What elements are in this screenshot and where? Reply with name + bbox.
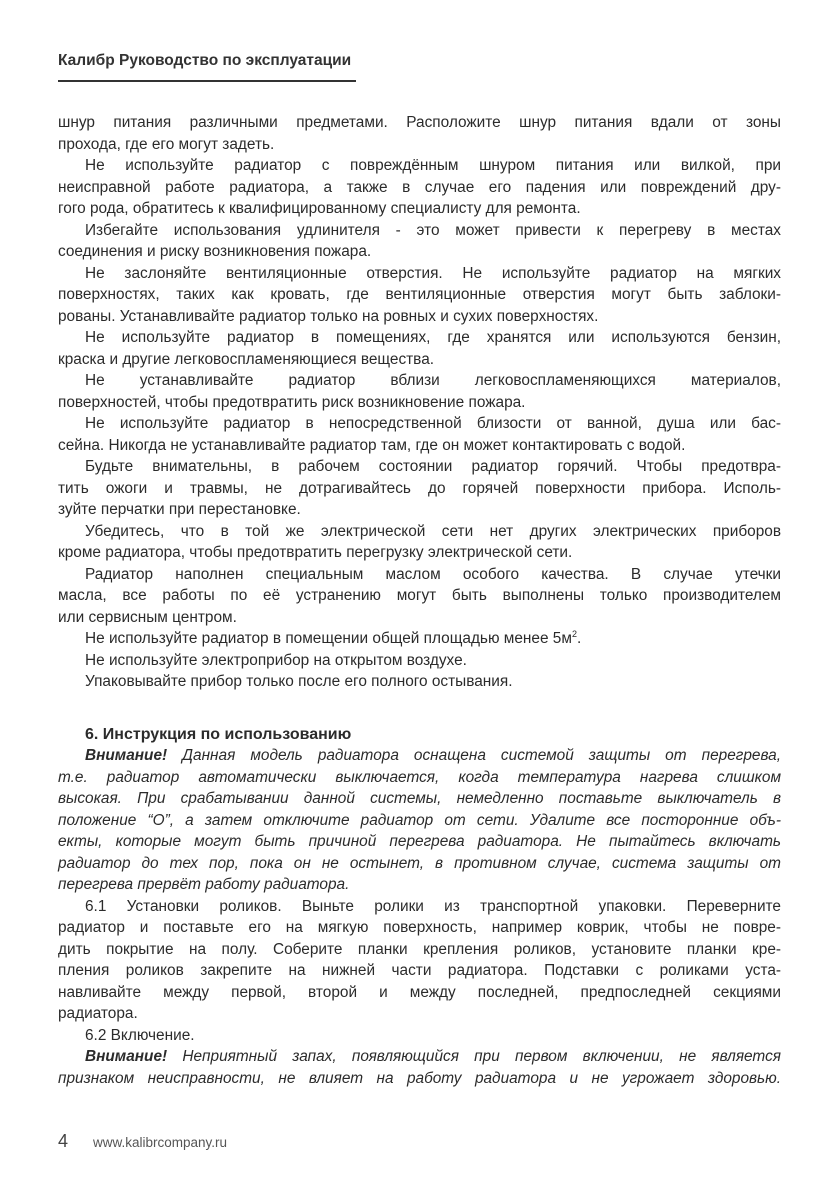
text-line xyxy=(58,917,781,939)
text-line xyxy=(58,478,781,500)
text-line xyxy=(58,542,781,564)
text-line xyxy=(58,874,781,896)
paragraph xyxy=(58,521,781,564)
text-line xyxy=(58,788,781,810)
text-line xyxy=(58,982,781,1004)
section-heading: 6. Инструкция по использованию xyxy=(85,725,352,743)
footer-url: www.kalibrcompany.ru xyxy=(93,1135,228,1150)
text-line xyxy=(58,392,781,414)
paragraph xyxy=(58,112,781,155)
text-line xyxy=(58,607,781,629)
line-text: Не используйте радиатор в непосредственной близости от ванной, душа или бас- xyxy=(85,415,781,432)
line-text: тить ожоги и травмы, не дотрагивайтесь до горячей поверхности прибора. Исполь- xyxy=(58,479,781,497)
text-line xyxy=(58,284,781,306)
text-line xyxy=(58,263,781,285)
text-line xyxy=(58,349,781,371)
line-text: неисправной работе радиатора, а также в случае его падения или повреждений дру- xyxy=(58,178,781,196)
line-text: поверхностей, чтобы предотвратить риск возникновение пожара. xyxy=(58,393,526,411)
line-text: поверхностях, таких как кровать, где вентиляционные отверстия могут быть заблоки- xyxy=(58,286,781,303)
text-line xyxy=(58,960,781,982)
line-text: Не используйте радиатор в помещении общей площадью менее 5м xyxy=(85,630,572,647)
text-line xyxy=(58,306,781,328)
line-text: Радиатор наполнен специальным маслом особого качества. В случае утечки xyxy=(85,565,781,583)
text-line xyxy=(58,628,781,650)
line-text: высокая. При срабатывании данной системы, немедленно поставьте выключатель в xyxy=(58,790,781,807)
paragraph xyxy=(58,327,781,370)
paragraph xyxy=(58,413,781,456)
text-line xyxy=(58,220,781,242)
text-line xyxy=(58,585,781,607)
text-line xyxy=(58,1003,781,1025)
text-line xyxy=(58,198,781,220)
line-text: Данная модель радиатора оснащена системой защиты от перегрева, xyxy=(167,747,781,764)
step-6-2: 6.2 Включение. xyxy=(85,1026,195,1044)
text-line xyxy=(58,810,781,832)
paragraph xyxy=(58,671,781,693)
line-text: рованы. Устанавливайте радиатор только на ровных и сухих поверхностях. xyxy=(58,307,599,325)
text-line xyxy=(58,1046,781,1068)
text-line xyxy=(58,112,781,134)
line-text: Не используйте электроприбор на открытом воздухе. xyxy=(85,651,467,669)
paragraph xyxy=(58,564,781,629)
page-body xyxy=(58,112,781,1089)
line-text: навливайте между первой, второй и между последней, предпоследней секциями xyxy=(58,983,781,1001)
overheat-warning xyxy=(58,745,781,896)
line-text: Убедитесь, что в той же электрической сети нет других электрических приборов xyxy=(85,522,781,540)
line-text: радиатора. xyxy=(58,1005,138,1022)
text-line xyxy=(58,413,781,435)
line-text: или сервисным центром. xyxy=(58,608,237,626)
line-text: положение “O”, а затем отключите радиатор от сети. Удалите все посторонние объ- xyxy=(58,811,781,829)
line-text: екты, которые могут быть причиной перегрева радиатора. Не пытайтесь включать xyxy=(58,833,781,850)
line-text: радиатор и поставьте его на мягкую поверхность, например коврик, чтобы не повре- xyxy=(58,919,781,936)
text-line xyxy=(58,650,781,672)
paragraph xyxy=(58,628,781,650)
line-text: масла, все работы по её устранению могут быть выполнены только производителем xyxy=(58,587,781,604)
header-rule xyxy=(58,80,356,82)
text-line xyxy=(58,831,781,853)
line-text: перегрева прервёт работу радиатора. xyxy=(58,876,350,893)
text-line xyxy=(58,499,781,521)
paragraph xyxy=(58,155,781,220)
safety-instructions xyxy=(58,112,781,693)
text-line xyxy=(58,327,781,349)
line-text: краска и другие легковоспламеняющиеся вещества. xyxy=(58,350,435,368)
text-line xyxy=(58,564,781,586)
line-text: Неприятный запах, появляющийся при первом включении, не является xyxy=(167,1048,781,1065)
paragraph xyxy=(58,263,781,328)
paragraph xyxy=(58,650,781,672)
paragraph xyxy=(58,370,781,413)
line-text: признаком неисправности, не влияет на работу радиатора и не угрожает здоровью. xyxy=(58,1069,781,1087)
text-line xyxy=(58,1068,781,1090)
line-text: гого рода, обратитесь к квалифицированному специалисту для ремонта. xyxy=(58,200,581,217)
running-header: Калибр Руководство по эксплуатации xyxy=(58,52,352,69)
line-text: шнур питания различными предметами. Расположите шнур питания вдали от зоны xyxy=(58,114,781,131)
text-line xyxy=(58,370,781,392)
warning-label: Внимание! xyxy=(85,1048,168,1065)
line-text: Упаковывайте прибор только после его полного остывания. xyxy=(85,673,513,690)
text-line xyxy=(58,896,781,918)
text-line xyxy=(58,241,781,263)
text-line xyxy=(58,521,781,543)
line-text: Не заслоняйте вентиляционные отверстия. Не используйте радиатор на мягких xyxy=(85,264,781,282)
line-text: радиатор до тех пор, пока он не остынет, в противном случае, система защиты от xyxy=(58,854,781,872)
text-line xyxy=(58,134,781,156)
warning-label: Внимание! xyxy=(85,747,168,764)
paragraph xyxy=(58,220,781,263)
line-text: Не устанавливайте радиатор вблизи легковоспламеняющихся материалов, xyxy=(85,372,781,389)
text-line xyxy=(58,939,781,961)
paragraph xyxy=(58,456,781,521)
line-text: Избегайте использования удлинителя - это может привести к перегреву в местах xyxy=(85,221,781,239)
line-text: прохода, где его могут задеть. xyxy=(58,135,275,153)
page-number: 4 xyxy=(58,1131,69,1151)
line-text: т.е. радиатор автоматически выключается, когда температура нагрева слишком xyxy=(58,768,781,786)
line-text: дить покрытие на полу. Соберите планки крепления роликов, установите планки кре- xyxy=(58,940,781,958)
text-line xyxy=(58,745,781,767)
line-text: кроме радиатора, чтобы предотвратить перегрузку электрической сети. xyxy=(58,544,573,561)
step-6-1 xyxy=(58,896,781,1025)
text-line xyxy=(58,456,781,478)
text-line xyxy=(58,853,781,875)
line-text: соединения и риску возникновения пожара. xyxy=(58,243,372,260)
line-text: 6.1 Установки роликов. Выньте ролики из транспортной упаковки. Переверните xyxy=(85,897,781,915)
line-text: зуйте перчатки при перестановке. xyxy=(58,501,301,518)
suffix: . xyxy=(576,630,582,647)
line-text: сейна. Никогда не устанавливайте радиатор там, где он может контактировать с водой. xyxy=(58,436,686,454)
text-line xyxy=(58,435,781,457)
text-line xyxy=(58,767,781,789)
text-line xyxy=(58,155,781,177)
line-text: Будьте внимательны, в рабочем состоянии радиатор горячий. Чтобы предотвра- xyxy=(85,458,781,475)
text-line xyxy=(58,177,781,199)
smell-warning xyxy=(58,1046,781,1089)
text-line xyxy=(58,671,781,693)
line-text: пления роликов закрепите на нижней части радиатора. Подставки с роликами уста- xyxy=(58,962,781,979)
superscript: 2 xyxy=(571,628,577,639)
line-text: Не используйте радиатор в помещениях, где хранятся или используются бензин, xyxy=(85,329,781,346)
line-text: Не используйте радиатор с повреждённым шнуром питания или вилкой, при xyxy=(85,157,781,174)
